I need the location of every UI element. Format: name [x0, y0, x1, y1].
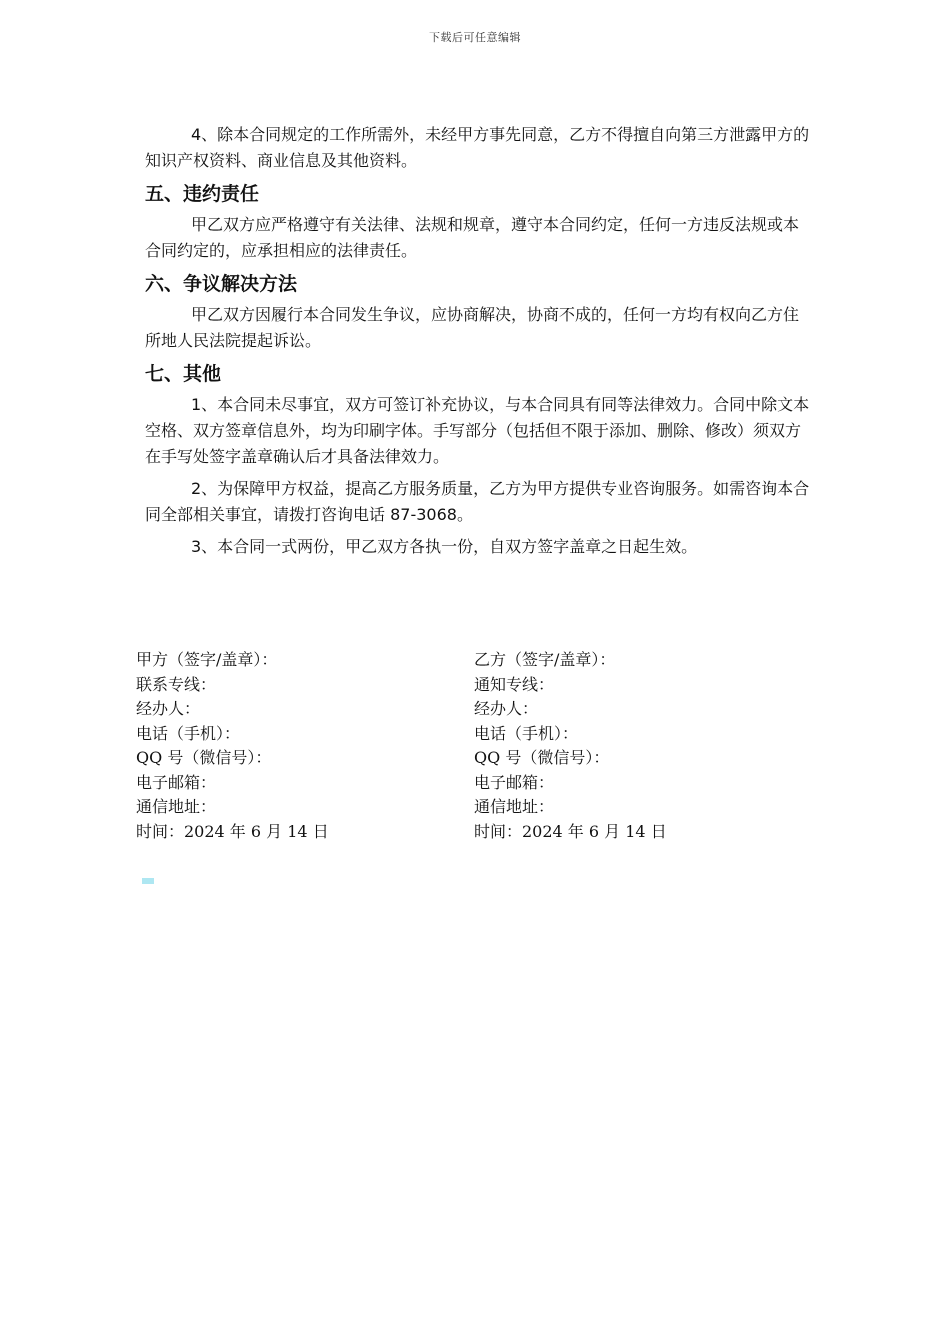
clause-other-2: 2、为保障甲方权益，提高乙方服务质量，乙方为甲方提供专业咨询服务。如需咨询本合同全部相关事宜，请拨打咨询电话 87-3068。: [145, 479, 810, 524]
party-a-agent: 经办人：: [136, 699, 201, 718]
party-a-email: 电子邮箱：: [136, 772, 217, 792]
party-a-sign-field: 甲方（签字/盖章）：: [136, 650, 278, 669]
section-heading-dispute: 六、争议解决方法: [145, 273, 298, 295]
party-b-sign-field: 乙方（签字/盖章）：: [474, 650, 616, 669]
party-a-signature: [136, 648, 466, 844]
clause-breach-liability: 甲乙双方应严格遵守有关法律、法规和规章，遵守本合同约定，任何一方违反法规或本合同约定的，应承担相应的法律责任。: [145, 215, 800, 260]
party-b-email: 电子邮箱：: [474, 772, 555, 792]
party-a-time: 时间：2024 年 6 月 14 日: [136, 821, 329, 841]
clause-other-3: 3、本合同一式两份，甲乙双方各执一份，自双方签字盖章之日起生效。: [191, 537, 698, 556]
party-b-phone: 电话（手机）：: [474, 723, 579, 743]
clause-other-1: 1、本合同未尽事宜，双方可签订补充协议，与本合同具有同等法律效力。合同中除文本空格、双方签章信息外，均为印刷字体。手写部分（包括但不限于添加、删除、修改）须双方在手写处签字盖章确认后才具备法律效力。: [145, 395, 810, 466]
highlight-marker: [142, 878, 154, 884]
party-a-address: 通信地址：: [136, 797, 217, 816]
party-b-agent: 经办人：: [474, 699, 539, 718]
party-b-notice-line: 通知专线：: [474, 674, 555, 694]
page-header-note: 下载后可任意编辑: [429, 31, 521, 44]
clause-4-confidentiality: 4、除本合同规定的工作所需外，未经甲方事先同意，乙方不得擅自向第三方泄露甲方的知识产权资料、商业信息及其他资料。: [145, 125, 810, 170]
party-b-signature: [474, 648, 804, 844]
contract-body: [145, 122, 813, 566]
section-heading-breach: 五、违约责任: [145, 183, 260, 205]
party-b-qq: QQ 号（微信号）：: [474, 748, 610, 767]
section-heading-other: 七、其他: [145, 363, 222, 385]
party-a-qq: QQ 号（微信号）：: [136, 748, 272, 767]
party-b-address: 通信地址：: [474, 797, 555, 816]
party-b-time: 时间：2024 年 6 月 14 日: [474, 821, 667, 841]
party-a-contact-line: 联系专线：: [136, 674, 217, 694]
party-a-phone: 电话（手机）：: [136, 723, 241, 743]
clause-dispute-resolution: 甲乙双方因履行本合同发生争议，应协商解决，协商不成的，任何一方均有权向乙方住所地人民法院提起诉讼。: [145, 305, 800, 350]
